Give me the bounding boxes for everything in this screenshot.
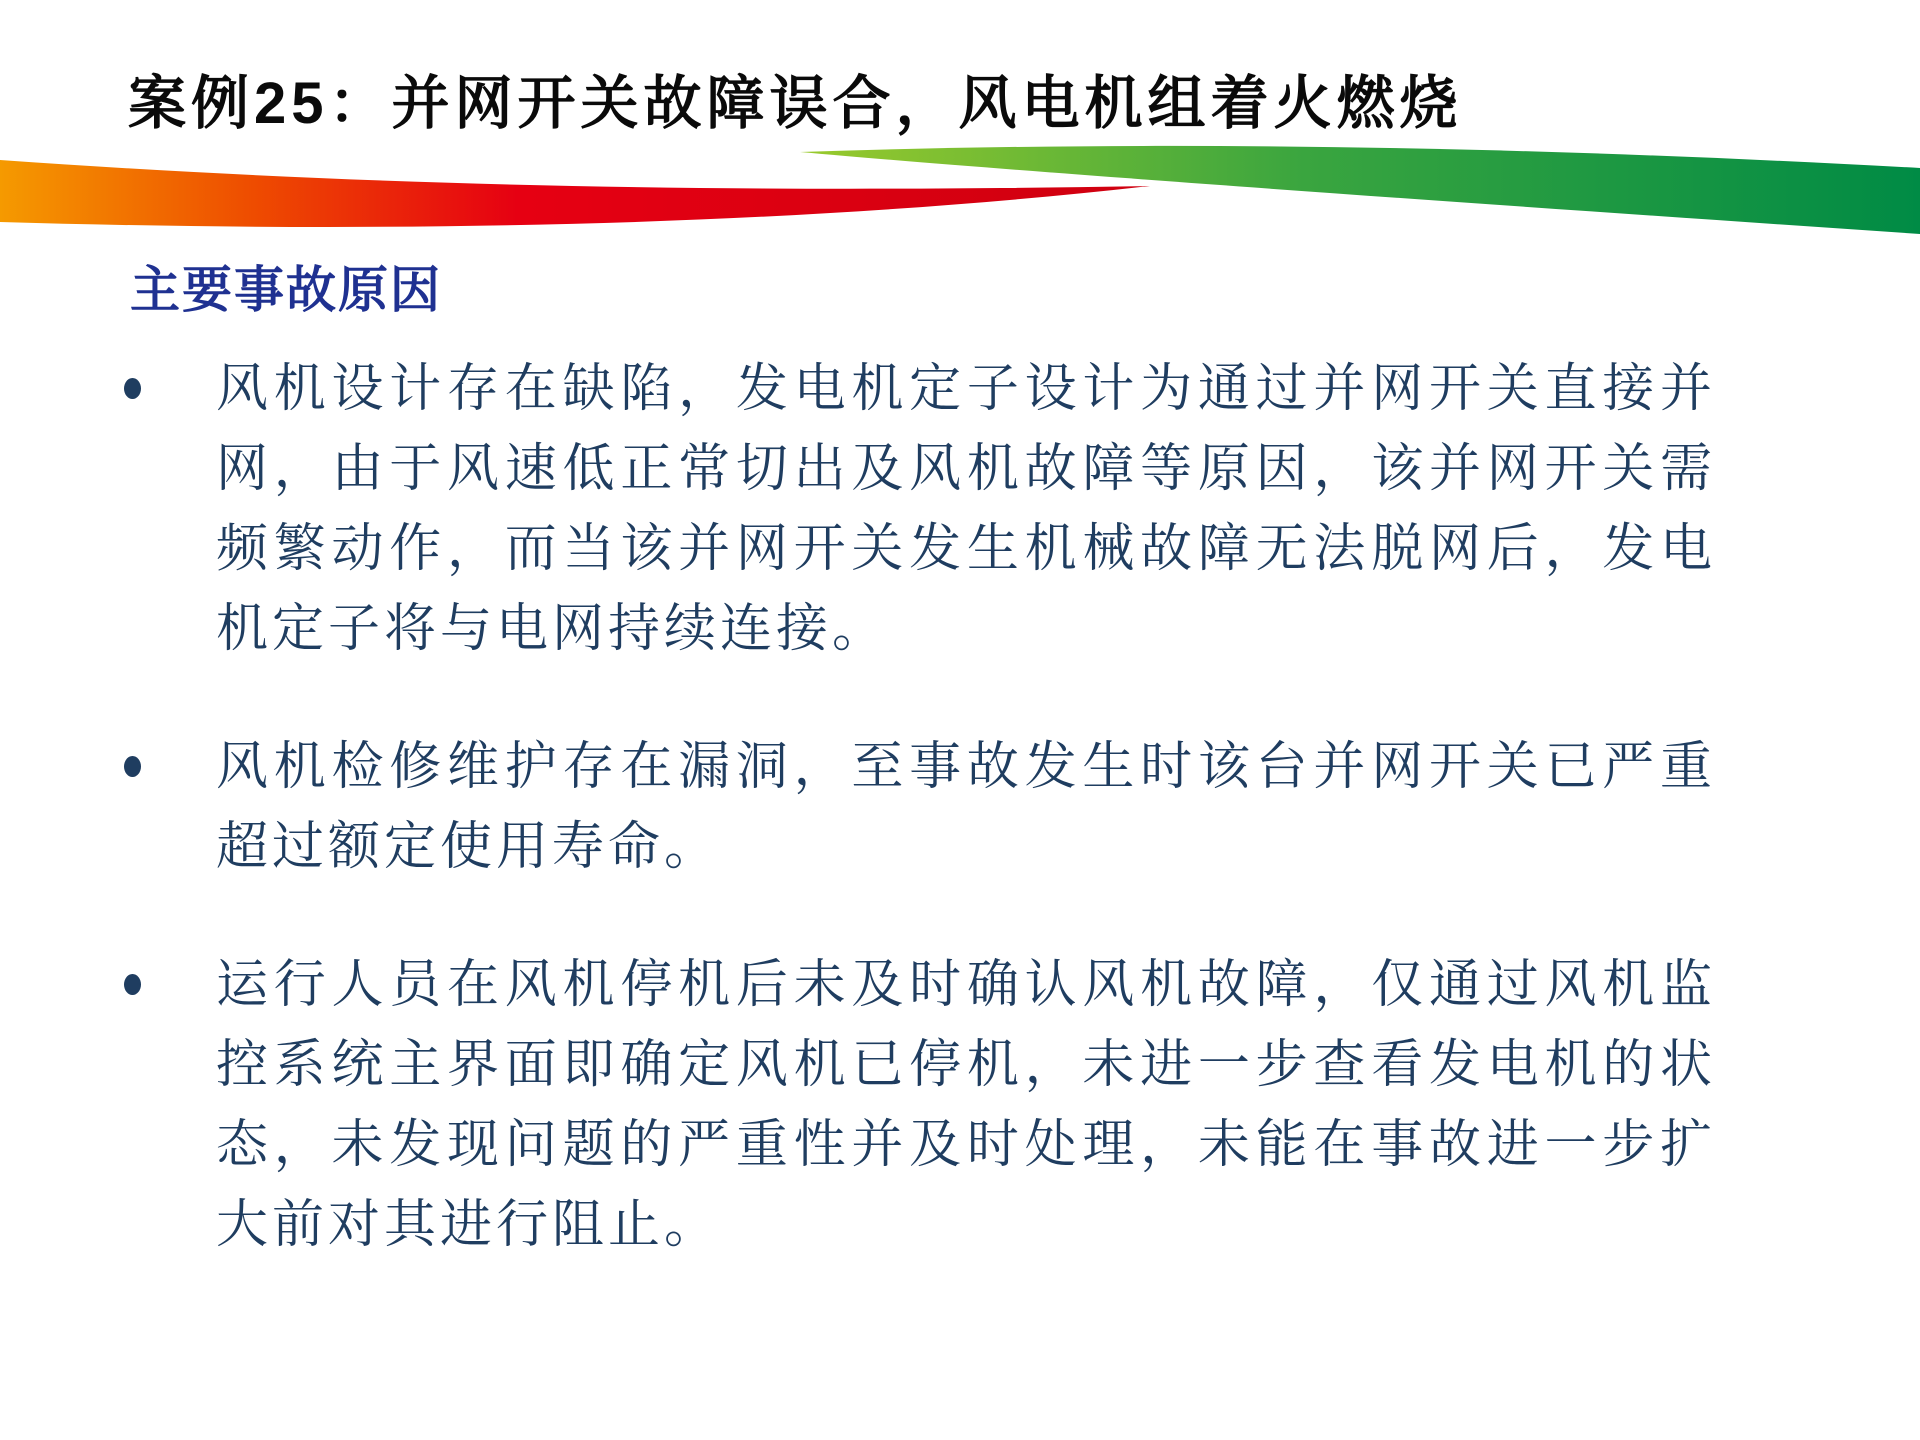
list-item bbox=[0, 946, 1920, 1266]
section-heading: 主要事故原因 bbox=[130, 262, 442, 318]
bullet-icon bbox=[124, 756, 141, 777]
bullet-list bbox=[0, 350, 1920, 1324]
list-item bbox=[0, 728, 1920, 888]
bullet-text: 风机设计存在缺陷，发电机定子设计为通过并网开关直接并 网，由于风速低正常切出及风机故障等原因，该并网开关需 频繁动作，而当该并网开关发生机械故障无法脱网后，发电 机定子将与电网持续连接。 bbox=[216, 361, 1716, 658]
bullet-text: 运行人员在风机停机后未及时确认风机故障，仅通过风机监 控系统主界面即确定风机已停机，未进一步查看发电机的状 态，未发现问题的严重性并及时处理，未能在事故进一步扩 大前对其进行阻止。 bbox=[216, 957, 1716, 1254]
bullet-text: 风机检修维护存在漏洞，至事故发生时该台并网开关已严重 超过额定使用寿命。 bbox=[216, 739, 1716, 876]
page-title: 案例25：并网开关故障误合，风电机组着火燃烧 bbox=[128, 71, 1463, 136]
list-item bbox=[0, 350, 1920, 670]
bullet-icon bbox=[124, 378, 141, 399]
wave-ribbon-graphic bbox=[0, 130, 1920, 250]
red-wave-shape bbox=[0, 160, 1150, 227]
bullet-icon bbox=[124, 974, 141, 995]
